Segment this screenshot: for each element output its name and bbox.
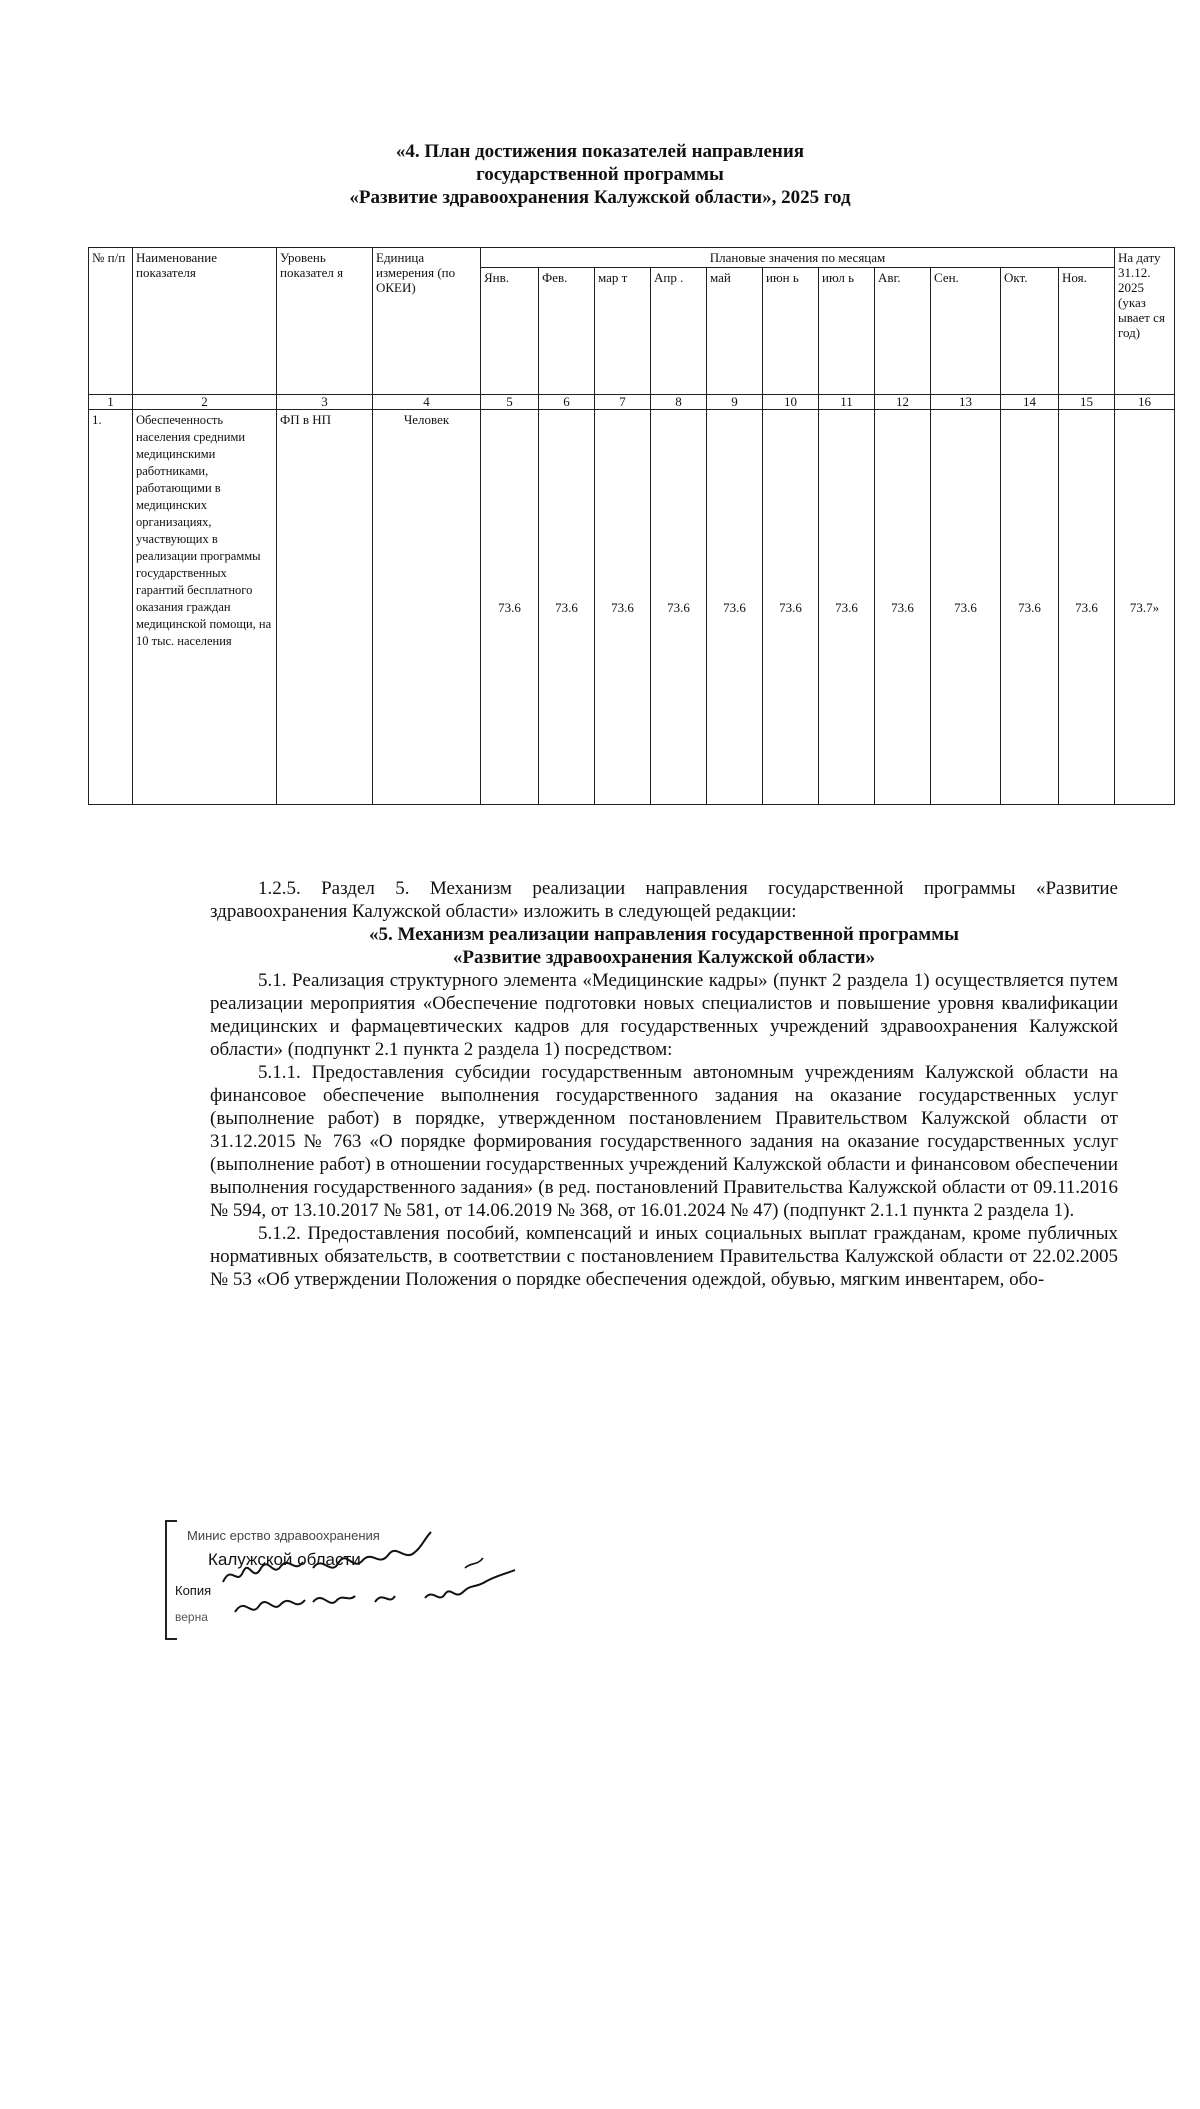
title-line-1: «4. План достижения показателей направления	[395, 141, 805, 162]
column-number-row	[89, 395, 1175, 410]
month-header: мар т	[595, 268, 651, 395]
month-header: Сен.	[931, 268, 1001, 395]
certification-stamp	[165, 1520, 585, 1640]
column-number: 15	[1059, 395, 1115, 410]
column-number: 14	[1001, 395, 1059, 410]
column-number: 11	[819, 395, 875, 410]
value-may: 73.6	[707, 410, 763, 805]
header-plan-values: Плановые значения по месяцам	[481, 248, 1115, 268]
column-number: 5	[481, 395, 539, 410]
month-header: Янв.	[481, 268, 539, 395]
month-header: Ноя.	[1059, 268, 1115, 395]
value-apr: 73.6	[651, 410, 707, 805]
header-end-date: На дату 31.12. 2025 (указ ывает ся год)	[1115, 248, 1175, 395]
row-unit: Человек	[373, 410, 481, 805]
value-aug: 73.6	[875, 410, 931, 805]
month-header: Апр .	[651, 268, 707, 395]
paragraph-5-1-2: 5.1.2. Предоставления пособий, компенсаций и иных социальных выплат гражданам, кроме публичных нормативных обязательств, в соответствии с постановлением Правительства Калужской области от 22.02.2005 № 53 «Об утверждении Положения о порядке обеспечения одеждой, обувью, мягким инвентарем, обо-	[210, 1223, 1118, 1290]
value-oct: 73.6	[1001, 410, 1059, 805]
value-nov: 73.6	[1059, 410, 1115, 805]
value-jul: 73.6	[819, 410, 875, 805]
month-header: май	[707, 268, 763, 395]
document-body	[210, 877, 1118, 1291]
table-row	[89, 410, 1175, 805]
month-header: июл ь	[819, 268, 875, 395]
column-number: 2	[133, 395, 277, 410]
value-feb: 73.6	[539, 410, 595, 805]
paragraph-1-2-5: 1.2.5. Раздел 5. Механизм реализации направления государственной программы «Развитие здравоохранения Калужской области» изложить в следующей редакции:	[210, 878, 1118, 922]
column-number: 9	[707, 395, 763, 410]
stamp-region-text: Калужской области	[208, 1550, 361, 1569]
column-number: 6	[539, 395, 595, 410]
section-heading-line-2: «Развитие здравоохранения Калужской области»	[452, 947, 876, 968]
column-number: 13	[931, 395, 1001, 410]
column-number: 3	[277, 395, 373, 410]
stamp-true-text: верна	[175, 1610, 208, 1624]
page-title	[240, 140, 960, 209]
month-header: Окт.	[1001, 268, 1059, 395]
column-number: 4	[373, 395, 481, 410]
title-line-2: государственной программы	[476, 164, 724, 185]
column-number: 8	[651, 395, 707, 410]
table-header-row	[89, 248, 1175, 268]
column-number: 16	[1115, 395, 1175, 410]
indicator-plan-table	[88, 247, 1175, 805]
paragraph-5-1-1: 5.1.1. Предоставления субсидии государственным автономным учреждениям Калужской области на финансовое обеспечение выполнения государственного задания на оказание государственных услуг (выполнение работ) в порядке, утвержденном постановлением Правительством Калужской области от 31.12.2015 № 763 «О порядке формирования государственного задания на оказание государственных услуг (выполнение работ) в отношении государственных учреждений Калужской области и финансовом обеспечении выполнения государственного задания» (в ред. постановлений Правительства Калужской области от 09.11.2016 № 594, от 13.10.2017 № 581, от 14.06.2019 № 368, от 16.01.2024 № 47) (подпункт 2.1.1 пункта 2 раздела 1).	[210, 1062, 1118, 1221]
title-line-3: «Развитие здравоохранения Калужской области», 2025 год	[349, 187, 851, 208]
stamp-ministry-text: Минис ерство здравоохранения	[187, 1528, 380, 1543]
header-level: Уровень показател я	[277, 248, 373, 395]
value-end-date: 73.7»	[1115, 410, 1175, 805]
month-header: Фев.	[539, 268, 595, 395]
value-jan: 73.6	[481, 410, 539, 805]
value-mar: 73.6	[595, 410, 651, 805]
section-heading-line-1: «5. Механизм реализации направления государственной программы	[369, 924, 959, 945]
stamp-copy-text: Копия	[175, 1583, 212, 1598]
value-jun: 73.6	[763, 410, 819, 805]
column-number: 1	[89, 395, 133, 410]
row-indicator-name: Обеспеченность населения средними медицинскими работниками, работающими в медицинских организациях, участвующих в реализации программы государственных гарантий бесплатного оказания граждан медицинской помощи, на 10 тыс. населения	[133, 410, 277, 805]
header-num: № п/п	[89, 248, 133, 395]
row-num: 1.	[89, 410, 133, 805]
header-name: Наименование показателя	[133, 248, 277, 395]
column-number: 10	[763, 395, 819, 410]
month-header: июн ь	[763, 268, 819, 395]
column-number: 7	[595, 395, 651, 410]
month-header: Авг.	[875, 268, 931, 395]
row-level: ФП в НП	[277, 410, 373, 805]
paragraph-5-1: 5.1. Реализация структурного элемента «Медицинские кадры» (пункт 2 раздела 1) осуществляется путем реализации мероприятия «Обеспечение подготовки новых специалистов и повышение уровня квалификации медицинских и фармацевтических кадров для государственных учреждений здравоохранения Калужской области» (подпункт 2.1 пункта 2 раздела 1) посредством:	[210, 970, 1118, 1060]
value-sep: 73.6	[931, 410, 1001, 805]
header-unit: Единица измерения (по ОКЕИ)	[373, 248, 481, 395]
column-number: 12	[875, 395, 931, 410]
handwritten-signature	[165, 1520, 585, 1640]
